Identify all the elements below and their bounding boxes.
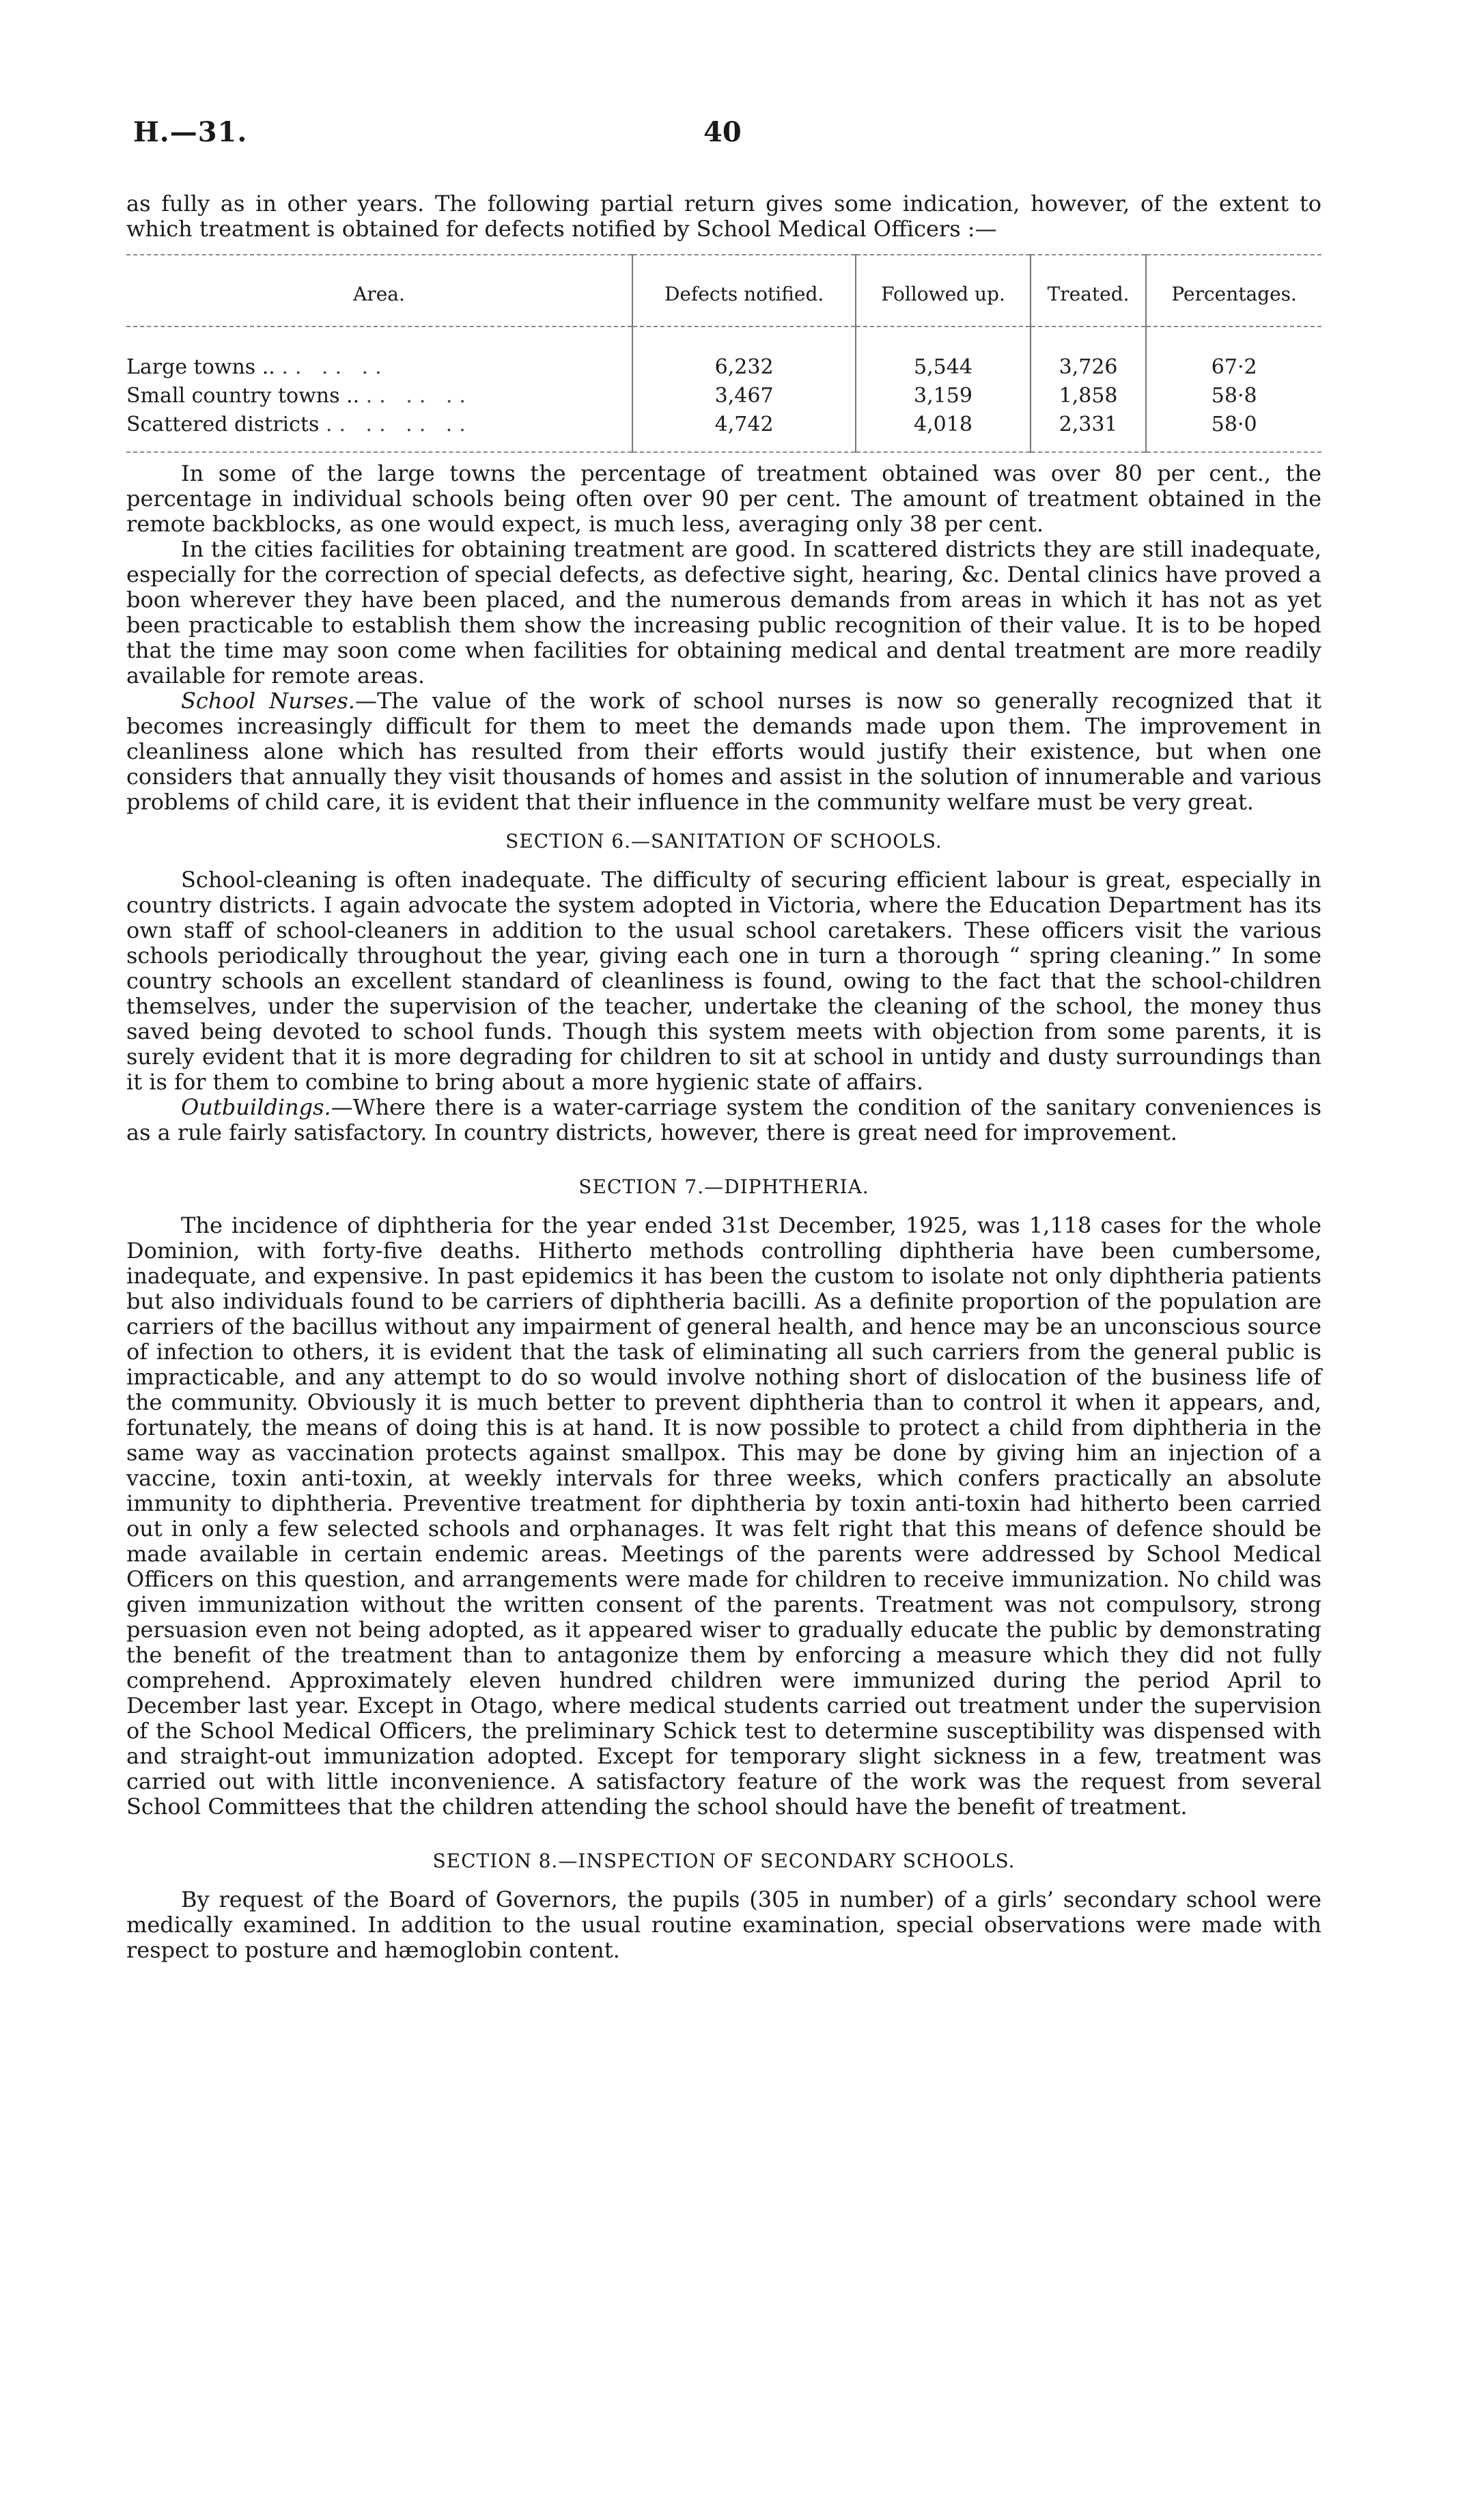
intro-paragraph: as fully as in other years. The following partial return gives some indication, however, of the extent to which treatment is obtained for defects notified by School Medical Officers :— <box>126 191 1321 242</box>
page-header <box>126 116 1321 157</box>
cell-followed-up: 5,544 <box>856 326 1031 381</box>
document-reference: H.—31. <box>133 116 248 148</box>
page-body <box>126 191 1321 1963</box>
cell-percentage: 58·0 <box>1146 410 1321 452</box>
table-header-row <box>126 255 1321 326</box>
section-6-title: SECTION 6.—SANITATION OF SCHOOLS. <box>505 830 942 852</box>
paragraph-secondary-schools: By request of the Board of Governors, the pupils (305 in number) of a girls’ secondary school were medically examined. In addition to the usual routine examination, special observations were made with respect to posture and hæmoglobin content. <box>126 1886 1321 1963</box>
cell-percentage: 67·2 <box>1146 326 1321 381</box>
cell-treated: 3,726 <box>1031 326 1147 381</box>
section-8-title: SECTION 8.—INSPECTION OF SECONDARY SCHOOLS. <box>432 1850 1016 1872</box>
column-header-percentages: Percentages. <box>1146 255 1321 326</box>
cell-percentage: 58·8 <box>1146 381 1321 410</box>
cell-defects-notified: 4,742 <box>632 410 856 452</box>
outbuildings-heading: Outbuildings. <box>181 1094 331 1120</box>
paragraph-outbuildings: Outbuildings.—Where there is a water-carriage system the condition of the sanitary conveniences is as a rule fairly satisfactory. In country districts, however, there is great need for improvement. <box>126 1094 1321 1145</box>
column-header-area: Area. <box>126 255 632 326</box>
treatment-table <box>126 254 1321 453</box>
paragraph-school-cleaning: School-cleaning is often inadequate. The difficulty of securing efficient labour is great, especially in country districts. I again advocate the system adopted in Victoria, where the Education Department has its own staff of school-cleaners in addition to the usual school caretakers. These officers visit the various schools periodically throughout the year, giving each one in turn a thorough “ spring cleaning.” In some country schools an excellent standard of cleanliness is found, owing to the fact that the school-children themselves, under the supervision of the teacher, undertake the cleaning of the school, the money thus saved being devoted to school funds. Though this system meets with objection from some parents, it is surely evident that it is more degrading for children to sit at school in untidy and dusty surroundings than it is for them to combine to bring about a more hygienic state of affairs. <box>126 867 1321 1095</box>
cell-area: Scattered districts .. .. .. .. <box>126 412 473 436</box>
table-row <box>126 381 1321 410</box>
page-number: 40 <box>703 116 742 148</box>
table-row <box>126 326 1321 381</box>
paragraph-school-nurses: School Nurses.—The value of the work of school nurses is now so generally recognized that it becomes increasingly difficult for them to meet the demands made upon them. The improvement in cleanliness alone which has resulted from their efforts would justify their existence, but when one considers that annually they visit thousands of homes and assist in the solution of innumerable and various problems of child care, it is evident that their influence in the community welfare must be very great. <box>126 688 1322 815</box>
cell-treated: 1,858 <box>1031 381 1147 410</box>
section-7-title: SECTION 7.—DIPHTHERIA. <box>578 1175 869 1198</box>
column-header-defects-notified: Defects notified. <box>632 255 856 326</box>
paragraph-large-towns: In some of the large towns the percentage of treatment obtained was over 80 per cent., the percentage in individual schools being often over 90 per cent. The amount of treatment obtained in the remote backblocks, as one would expect, is much less, averaging only 38 per cent. <box>126 460 1321 537</box>
cell-area: Large towns .. .. .. .. <box>126 354 389 379</box>
cell-followed-up: 3,159 <box>856 381 1031 410</box>
table-row <box>126 410 1321 452</box>
paragraph-diphtheria: The incidence of diphtheria for the year ended 31st December, 1925, was 1,118 cases for the whole Dominion, with forty-five deaths. Hitherto methods controlling diphtheria have been cumbersome, inadequate, and expensive. In past epidemics it has been the custom to isolate not only diphtheria patients but also individuals found to be carriers of diphtheria bacilli. As a definite proportion of the population are carriers of the bacillus without any impairment of general health, and hence may be an unconscious source of infection to others, it is evident that the task of eliminating all such carriers from the general public is impracticable, and any attempt to do so would involve nothing short of dislocation of the business life of the community. Obviously it is much better to prevent diphtheria than to control it when it appears, and, fortunately, the means of doing this is at hand. It is now possible to protect a child from diphtheria in the same way as vaccination protects against smallpox. This may be done by giving him an injection of a vaccine, toxin anti-toxin, at weekly intervals for three weeks, which confers practically an absolute immunity to diphtheria. Preventive treatment for diphtheria by toxin anti-toxin had hitherto been carried out in only a few selected schools and orphanages. It was felt right that this means of defence should be made available in certain endemic areas. Meetings of the parents were addressed by School Medical Officers on this question, and arrangements were made for children to receive immunization. No child was given immunization without the written consent of the parents. Treatment was not compulsory, strong persuasion even not being adopted, as it appeared wiser to gradually educate the public by demonstrating the benefit of the treatment than to antagonize them by enforcing a measure which they did not fully comprehend. Approximately eleven hundred children were immunized during the period April to December last year. Except in Otago, where medical students carried out treatment under the supervision of the School Medical Officers, the preliminary Schick test to determine susceptibility was dispensed with and straight-out immunization adopted. Except for temporary slight sickness in a few, treatment was carried out with little inconvenience. A satisfactory feature of the work was the request from several School Committees that the children attending the school should have the benefit of treatment. <box>126 1212 1321 1820</box>
cell-area: Small country towns .. .. .. .. <box>126 383 473 408</box>
column-header-treated: Treated. <box>1031 255 1147 326</box>
cell-defects-notified: 6,232 <box>632 326 856 381</box>
column-header-followed-up: Followed up. <box>856 255 1031 326</box>
school-nurses-heading: School Nurses. <box>181 688 355 714</box>
cell-followed-up: 4,018 <box>856 410 1031 452</box>
cell-treated: 2,331 <box>1031 410 1147 452</box>
paragraph-cities-facilities: In the cities facilities for obtaining treatment are good. In scattered districts they are still inadequate, especially for the correction of special defects, as defective sight, hearing, &c. Dental clinics have proved a boon wherever they have been placed, and the numerous demands from areas in which it has not as yet been practicable to establish them show the increasing public recognition of their value. It is to be hoped that the time may soon come when facilities for obtaining medical and dental treatment are more readily available for remote areas. <box>126 536 1321 688</box>
cell-defects-notified: 3,467 <box>632 381 856 410</box>
